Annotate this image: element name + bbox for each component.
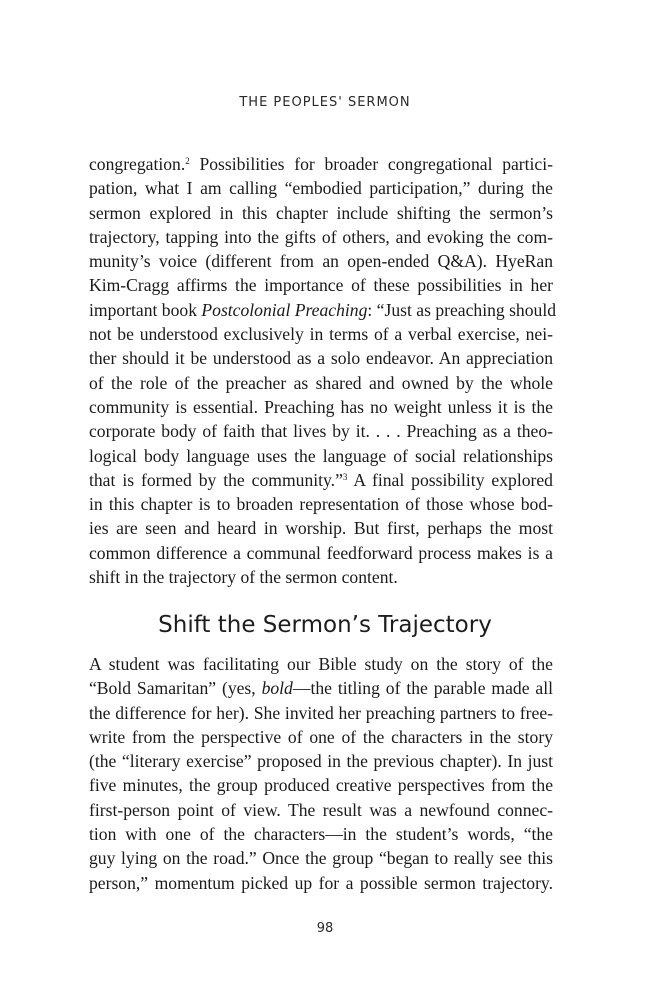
text-span: important book — [89, 299, 202, 320]
text-span: that is formed by the community.” — [89, 469, 343, 490]
text-line: person,” momentum picked up for a possible sermon trajectory. — [89, 872, 553, 893]
text-line: ther should it be understood as a solo endeavor. An appreciation — [89, 348, 553, 369]
text-span: A final possibility explored — [347, 469, 553, 490]
text-line — [89, 468, 553, 492]
text-line: first-person point of view. The result was a newfound connec- — [89, 799, 553, 820]
text-line: sermon explored in this chapter include shifting the sermon’s — [89, 202, 553, 223]
text-span: : “Just as preaching should — [367, 299, 556, 320]
text-line: common difference a communal feedforward process makes is a — [89, 542, 553, 563]
paragraph-2 — [89, 652, 553, 895]
footnote-ref-3: 3 — [342, 471, 348, 482]
text-line: community is essential. Preaching has no weight unless it is the — [89, 396, 553, 417]
text-line: in this chapter is to broaden representation of those whose bod- — [89, 494, 553, 515]
section-heading: Shift the Sermon’s Trajectory — [158, 612, 492, 638]
footnote-ref-2: 2 — [185, 156, 190, 166]
text-line — [89, 152, 553, 176]
text-line: pation, what I am calling “embodied participation,” during the — [89, 178, 553, 199]
text-line: A student was facilitating our Bible study on the story of the — [89, 654, 553, 674]
text-line: write from the perspective of one of the characters in the story — [89, 726, 553, 747]
text-line: guy lying on the road.” Once the group “began to really see this — [89, 848, 553, 869]
book-title: Postcolonial Preaching — [201, 299, 368, 320]
text-line — [89, 676, 553, 700]
text-line: ies are seen and heard in worship. But first, perhaps the most — [89, 518, 553, 539]
text-span: congregation. — [89, 154, 186, 174]
text-line: shift in the trajectory of the sermon content. — [89, 567, 398, 588]
text-span: —the titling of the parable made all — [292, 678, 553, 699]
text-line: logical body language uses the language of social relationships — [89, 445, 553, 466]
text-line: Kim-Cragg affirms the importance of these possibilities in her — [89, 275, 553, 296]
text-span: Possibilities for broader congregational partici- — [189, 154, 553, 174]
text-line — [89, 298, 556, 322]
text-line: the difference for her). She invited her preaching partners to free- — [89, 702, 553, 723]
text-line: of the role of the preacher as shared and owned by the whole — [89, 372, 553, 393]
text-line: trajectory, tapping into the gifts of others, and evoking the com- — [89, 226, 553, 247]
page-number: 98 — [316, 921, 334, 936]
emphasis: bold — [261, 678, 293, 699]
running-head: THE PEOPLES' SERMON — [239, 95, 411, 110]
text-line: corporate body of faith that lives by it. . . . Preaching as a theo- — [89, 421, 553, 442]
text-line: tion with one of the characters—in the student’s words, “the — [89, 824, 553, 845]
text-line: munity’s voice (different from an open-ended Q&A). HyeRan — [89, 251, 553, 272]
text-line: (the “literary exercise” proposed in the previous chapter). In just — [89, 751, 553, 772]
text-span: “Bold Samaritan” (yes, — [89, 678, 262, 699]
text-line: not be understood exclusively in terms of a verbal exercise, nei- — [89, 324, 553, 345]
paragraph-1 — [89, 152, 556, 589]
text-line: five minutes, the group produced creative perspectives from the — [89, 775, 553, 796]
